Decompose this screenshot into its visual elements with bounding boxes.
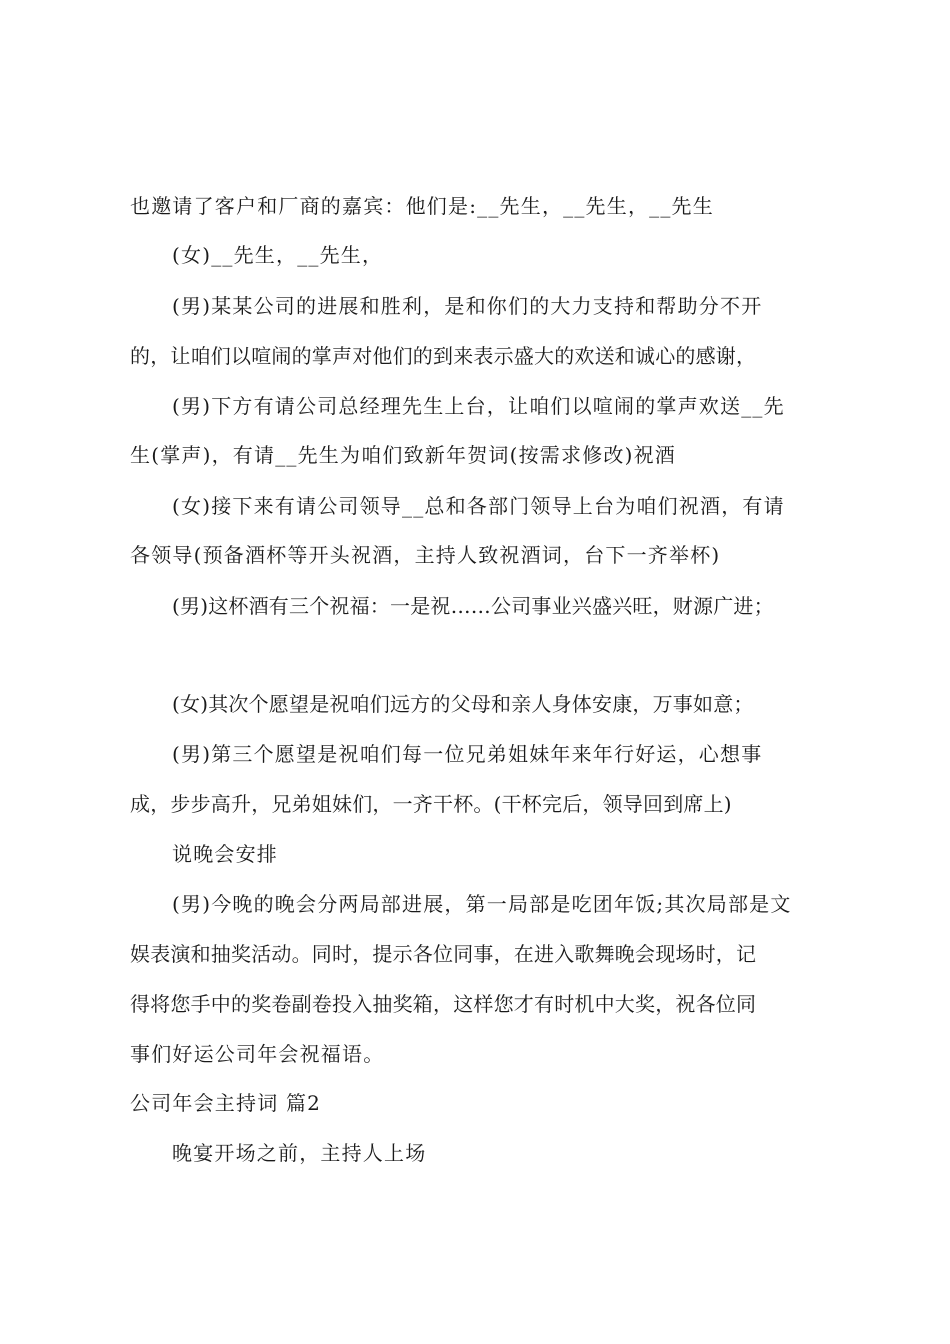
text-line: (男)下方有请公司总经理先生上台，让咱们以喧闹的掌声欢送__先 (172, 394, 785, 418)
text-line: 成，步步高升，兄弟姐妹们，一齐干杯。(干杯完后，领导回到席上) (130, 792, 732, 816)
section-label: 说晚会安排 (172, 842, 278, 866)
text-line: 得将您手中的奖卷副卷投入抽奖箱，这样您才有时机中大奖，祝各位同 (130, 992, 757, 1016)
text-line: 也邀请了客户和厂商的嘉宾：他们是:__先生，__先生，__先生 (130, 194, 714, 218)
section-heading: 公司年会主持词 篇2 (130, 1091, 322, 1115)
text-line: 晚宴开场之前，主持人上场 (172, 1141, 427, 1165)
text-line: (女)接下来有请公司领导__总和各部门领导上台为咱们祝酒，有请 (172, 494, 785, 518)
text-line: 各领导(预备酒杯等开头祝酒，主持人致祝酒词，台下一齐举杯) (130, 543, 721, 567)
text-line: 的，让咱们以喧闹的掌声对他们的到来表示盛大的欢送和诚心的感谢， (130, 344, 757, 368)
text-line: (男)这杯酒有三个祝福：一是祝……公司事业兴盛兴旺，财源广进； (172, 594, 774, 618)
text-line: 事们好运公司年会祝福语。 (130, 1042, 385, 1066)
text-line: (男)某某公司的进展和胜利，是和你们的大力支持和帮助分不开 (172, 294, 763, 318)
text-line: (女)__先生，__先生， (172, 243, 384, 267)
text-line: (女)其次个愿望是祝咱们远方的父母和亲人身体安康，万事如意； (172, 692, 754, 716)
text-line: (男)今晚的晚会分两局部进展，第一局部是吃团年饭;其次局部是文 (172, 892, 792, 916)
text-line: 娱表演和抽奖活动。同时，提示各位同事，在进入歌舞晚会现场时，记 (130, 942, 757, 966)
text-line: 生(掌声)，有请__先生为咱们致新年贺词(按需求修改)祝酒 (130, 443, 677, 467)
text-line: (男)第三个愿望是祝咱们每一位兄弟姐妹年来年行好运，心想事 (172, 742, 763, 766)
